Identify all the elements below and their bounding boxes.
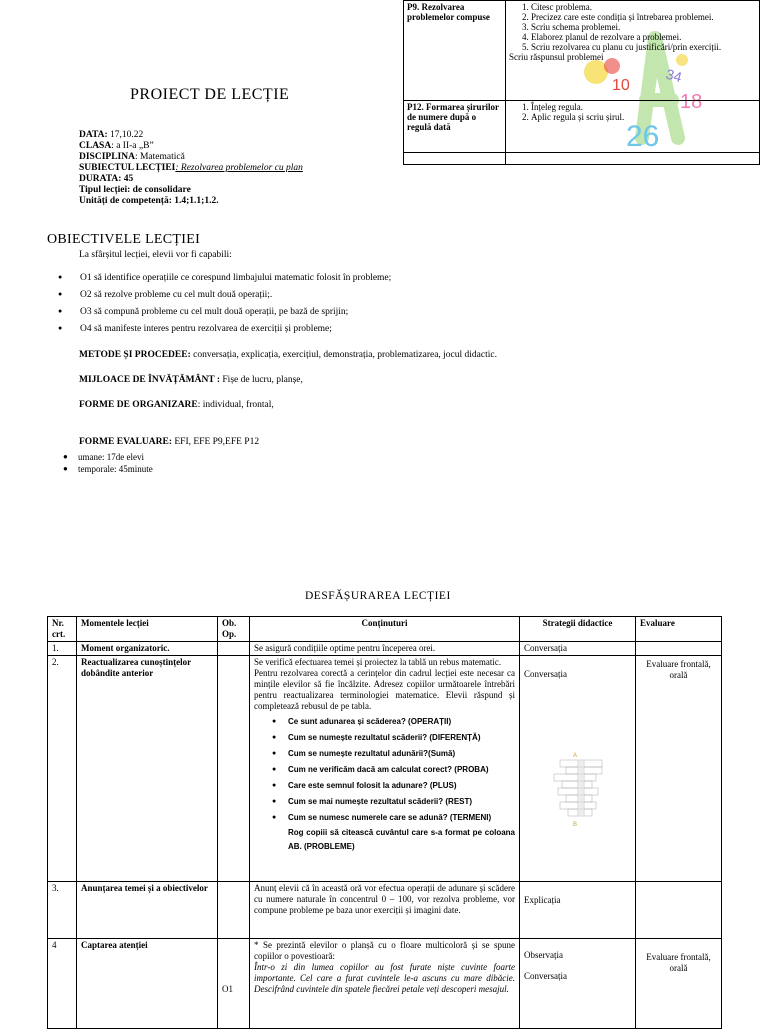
competence-step: 1. Citesc problema.	[531, 2, 756, 12]
forme-organizare-label: FORME DE ORGANIZARE	[79, 400, 198, 410]
row-content: Anunț elevii că în această oră vor efectua operații de adunare și scădere cu numere naturale în concentrul 0 – 100, vor rezolva probleme, vor compune probleme pe baza unor exerciții și imagini date.	[250, 882, 520, 939]
clasa-value: : a II-a „B”	[111, 141, 154, 151]
competence-extra: Scriu răspunsul problemei	[509, 52, 604, 62]
competence-row-p9	[404, 1, 760, 101]
row-moment: Anunțarea temei și a obiectivelor	[77, 882, 218, 939]
header-momente: Momentele lecției	[77, 617, 218, 642]
resurse-item: ● umane: 17de elevi	[63, 451, 153, 463]
forme-organizare-line	[79, 400, 274, 410]
tipul-lectiei: Tipul lecției: de consolidare	[79, 185, 191, 195]
resurse-list	[63, 451, 153, 475]
question-item: ● Cum se numesc numerele care se adună? (TERMENI)	[254, 810, 515, 826]
competence-step: 1. Înțeleg regula.	[531, 102, 756, 112]
competence-step: 3. Scriu schema problemei.	[531, 22, 756, 32]
unitati-competenta: Unități de competență: 1.4;1.1;1.2.	[79, 196, 219, 206]
competence-row-empty	[404, 153, 760, 165]
row-moment: Captarea atenției	[77, 939, 218, 1029]
row-evaluare	[636, 642, 722, 656]
objective-item: ● O2 să rezolve probleme cu cel mult două operații;.	[58, 290, 391, 307]
row-strategie-text: Explicația	[524, 895, 561, 905]
row-evaluare-text: Evaluare frontală, orală	[646, 952, 711, 973]
question-item: ● Ce sunt adunarea și scăderea? (OPERAȚII)	[254, 714, 515, 730]
question-list	[254, 714, 515, 826]
metode-value: conversația, explicația, exercițiul, demonstrația, problematizarea, jocul didactic.	[190, 350, 497, 360]
header-strategii: Strategii didactice	[520, 617, 636, 642]
competence-code: P9. Rezolvarea problemelor compuse	[404, 1, 506, 101]
objective-item: ● O4 să manifeste interes pentru rezolvarea de exerciții și probleme;	[58, 324, 391, 341]
forme-evaluare-line	[79, 437, 259, 447]
row-strategie	[520, 882, 636, 939]
competence-steps	[506, 101, 760, 153]
subiect-label: SUBIECTUL LECȚIEI	[79, 163, 176, 173]
row-strategie	[520, 939, 636, 1029]
row-evaluare	[636, 882, 722, 939]
header-continuturi: Conținuturi	[250, 617, 520, 642]
rebus-grid-image	[540, 750, 610, 832]
resurse-item: ● temporale: 45minute	[63, 463, 153, 475]
row-content-p1: Se verifică efectuarea temei și proiectez la tablă un rebus matematic.	[254, 657, 502, 667]
mijloace-label: MIJLOACE DE ÎNVĂȚĂMÂNT :	[79, 375, 221, 385]
competence-step: 5. Scriu rezolvarea cu planu cu justificări/prin exerciții.	[531, 42, 756, 52]
data-value: 17,10.22	[107, 130, 144, 140]
objective-item: ● O1 să identifice operațiile ce corespund limbajului matematic folosit în probleme;	[58, 273, 391, 290]
row-content	[250, 939, 520, 1029]
row-strategie-text: Observația	[524, 950, 563, 960]
table-row	[48, 656, 722, 882]
table-row	[48, 939, 722, 1029]
row-ob	[218, 882, 250, 939]
lesson-info	[79, 130, 303, 207]
question-item: ● Cum se numește rezultatul scăderii? (DIFERENȚĂ)	[254, 730, 515, 746]
row-ob	[218, 642, 250, 656]
forme-organizare-value: : individual, frontal,	[197, 400, 274, 410]
table-header-row	[48, 617, 722, 642]
rebus-label-a: A	[573, 753, 578, 759]
row-evaluare	[636, 656, 722, 882]
question-item: ● Cum se mai numește rezultatul scăderii? (REST)	[254, 794, 515, 810]
mijloace-line	[79, 375, 303, 385]
clasa-label: CLASA	[79, 141, 112, 151]
row-ob-text: O1	[222, 984, 233, 994]
competence-step: 2. Precizez care este condiția și întrebarea problemei.	[531, 12, 756, 22]
objectives-heading: OBIECTIVELE LECȚIEI	[47, 232, 201, 247]
row-evaluare-text: Evaluare frontală, orală	[646, 659, 711, 680]
row-content	[250, 656, 520, 882]
row-nr: 4	[48, 939, 77, 1029]
row-strategie	[520, 656, 636, 882]
row-content-p1: * Se prezintă elevilor o planșă cu o floare multicoloră și se spune copiilor o povestioară:	[254, 940, 515, 961]
objective-item: ● O3 să compună probleme cu cel mult două operații, pe bază de sprijin;	[58, 307, 391, 324]
mijloace-value: Fișe de lucru, planșe,	[220, 375, 303, 385]
decor-number-10: 10	[612, 77, 630, 94]
forme-evaluare-label: FORME EVALUARE:	[79, 437, 172, 447]
objectives-list	[58, 273, 391, 341]
row-nr: 2.	[48, 656, 77, 882]
page-title: PROIECT DE LECȚIE	[130, 86, 290, 103]
decor-number-34: 34	[664, 65, 684, 86]
row-evaluare	[636, 939, 722, 1029]
metode-label: METODE ȘI PROCEDEE:	[79, 350, 191, 360]
competences-table	[403, 0, 760, 165]
data-label: DATA:	[79, 130, 108, 140]
row-moment: Reactualizarea cunoștințelor dobândite anterior	[77, 656, 218, 882]
header-nr: Nr. crt.	[48, 617, 77, 642]
subiect-value: : Rezolvarea problemelor cu plan	[175, 163, 303, 173]
decor-number-26: 26	[626, 120, 660, 153]
rebus-label-b: B	[573, 822, 578, 828]
row-nr: 3.	[48, 882, 77, 939]
row-nr: 1.	[48, 642, 77, 656]
header-ob: Ob. Op.	[218, 617, 250, 642]
question-item: ● Care este semnul folosit la adunare? (PLUS)	[254, 778, 515, 794]
competence-row-p12	[404, 101, 760, 153]
metode-line	[79, 350, 497, 360]
header-evaluare: Evaluare	[636, 617, 722, 642]
row-strategie: Conversația	[520, 642, 636, 656]
competence-steps	[506, 1, 760, 101]
row-content-p2: Pentru rezolvarea corectă a cerințelor din cadrul lecției este necesar ca mințile elevilor să fie încălzite. Adresez copiilor următoarele întrebări pentru reactualizarea terminologiei matematice. Elevii răspund și completează rebusul de pe tabla.	[254, 668, 515, 711]
decor-number-18: 18	[680, 91, 703, 113]
question-item: ● Cum ne verificăm dacă am calculat corect? (PROBA)	[254, 762, 515, 778]
lesson-table	[47, 616, 722, 1029]
disciplina-label: DISCIPLINA	[79, 152, 135, 162]
row-ob	[218, 939, 250, 1029]
row-content-story: Într-o zi din lumea copiilor au fost furate niște cuvinte foarte importante. Cel care a furat cuvintele le-a ascuns cu mare dibăcie. Descifrând cuvintele din spatele fiecărei petale veți descoperi mesajul.	[254, 962, 515, 994]
row-content: Se asigură condițiile optime pentru începerea orei.	[250, 642, 520, 656]
row-strategie-text: Conversația	[524, 971, 567, 981]
durata: DURATA: 45	[79, 174, 134, 184]
table-row	[48, 882, 722, 939]
competence-step: 4. Elaborez planul de rezolvare a problemei.	[531, 32, 756, 42]
desfasurare-title: DESFĂȘURAREA LECȚIEI	[305, 590, 451, 602]
objectives-intro: La sfârșitul lecției, elevii vor fi capabili:	[79, 250, 232, 260]
competence-code: P12. Formarea șirurilor de numere după o regulă dată	[404, 101, 506, 153]
row-ob	[218, 656, 250, 882]
row-strategie-text: Conversația	[524, 669, 567, 679]
question-item: ● Cum se numește rezultatul adunării?(Sumă)	[254, 746, 515, 762]
row-moment: Moment organizatoric.	[77, 642, 218, 656]
question-final: Rog copiii să citească cuvântul care s-a format pe coloana AB. (PROBLEME)	[288, 828, 515, 851]
table-row	[48, 642, 722, 656]
disciplina-value: : Matematică	[134, 152, 185, 162]
forme-evaluare-value: EFI, EFE P9,EFE P12	[171, 437, 260, 447]
competence-step: 2. Aplic regula și scriu șirul.	[531, 112, 756, 122]
